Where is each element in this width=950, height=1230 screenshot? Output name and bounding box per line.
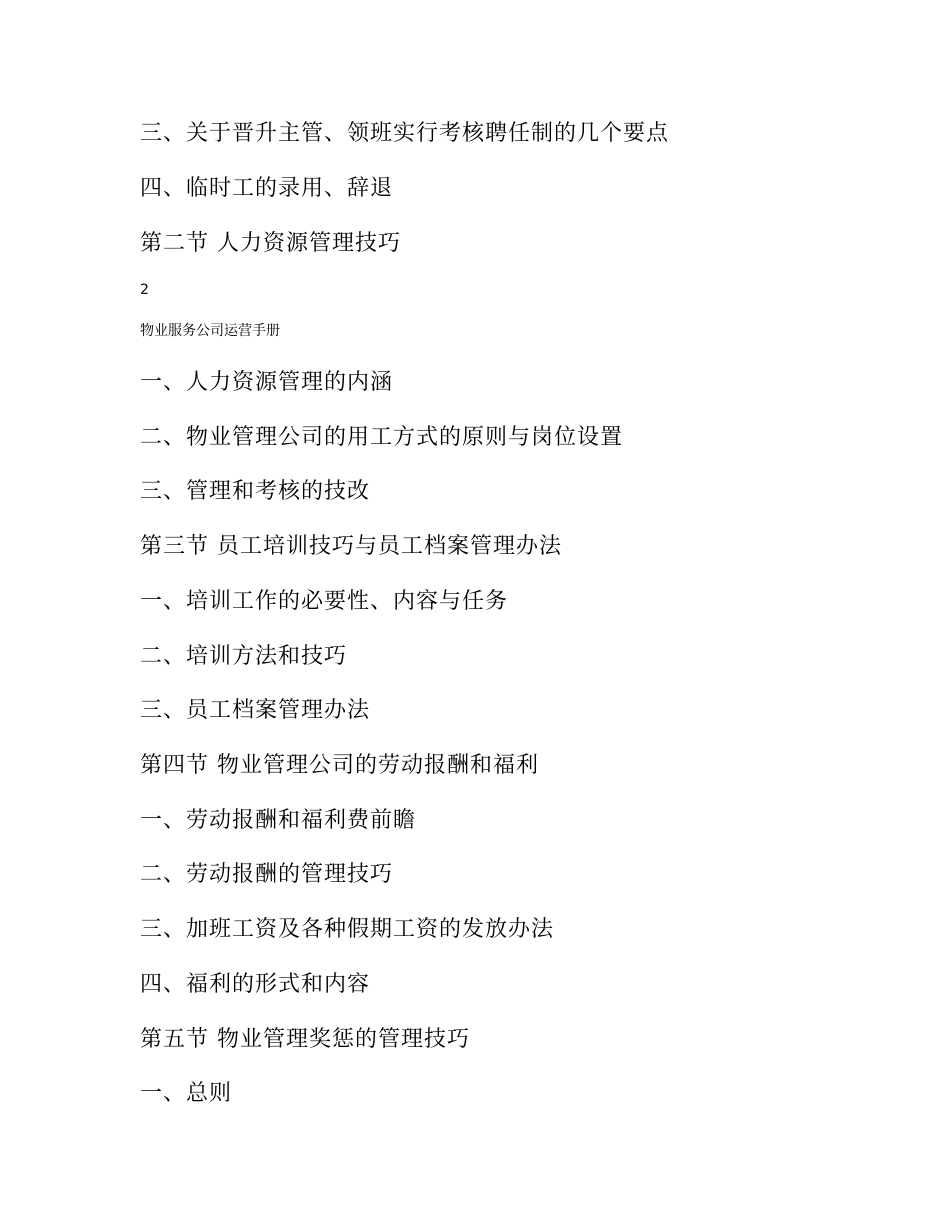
section-heading: 第二节 人力资源管理技巧 [140, 231, 401, 256]
toc-line: 二、物业管理公司的用工方式的原则与岗位设置 [140, 425, 624, 450]
toc-line: 一、总则 [140, 1081, 233, 1106]
toc-line: 四、临时工的录用、辞退 [140, 176, 394, 201]
running-header: 物业服务公司运营手册 [140, 323, 280, 339]
section-heading: 第五节 物业管理奖惩的管理技巧 [140, 1027, 470, 1052]
toc-line: 二、培训方法和技巧 [140, 644, 348, 669]
toc-line: 一、人力资源管理的内涵 [140, 370, 394, 395]
toc-line: 一、劳动报酬和福利费前瞻 [140, 808, 417, 833]
toc-line: 三、关于晋升主管、领班实行考核聘任制的几个要点 [140, 121, 670, 146]
section-heading: 第四节 物业管理公司的劳动报酬和福利 [140, 753, 539, 778]
page-number: 2 [140, 282, 149, 298]
toc-line: 二、劳动报酬的管理技巧 [140, 862, 394, 887]
toc-line: 三、员工档案管理办法 [140, 698, 371, 723]
toc-line: 三、加班工资及各种假期工资的发放办法 [140, 917, 555, 942]
toc-line: 三、管理和考核的技改 [140, 479, 371, 504]
toc-line: 一、培训工作的必要性、内容与任务 [140, 589, 509, 614]
toc-line: 四、福利的形式和内容 [140, 972, 371, 997]
section-heading: 第三节 员工培训技巧与员工档案管理办法 [140, 534, 562, 559]
